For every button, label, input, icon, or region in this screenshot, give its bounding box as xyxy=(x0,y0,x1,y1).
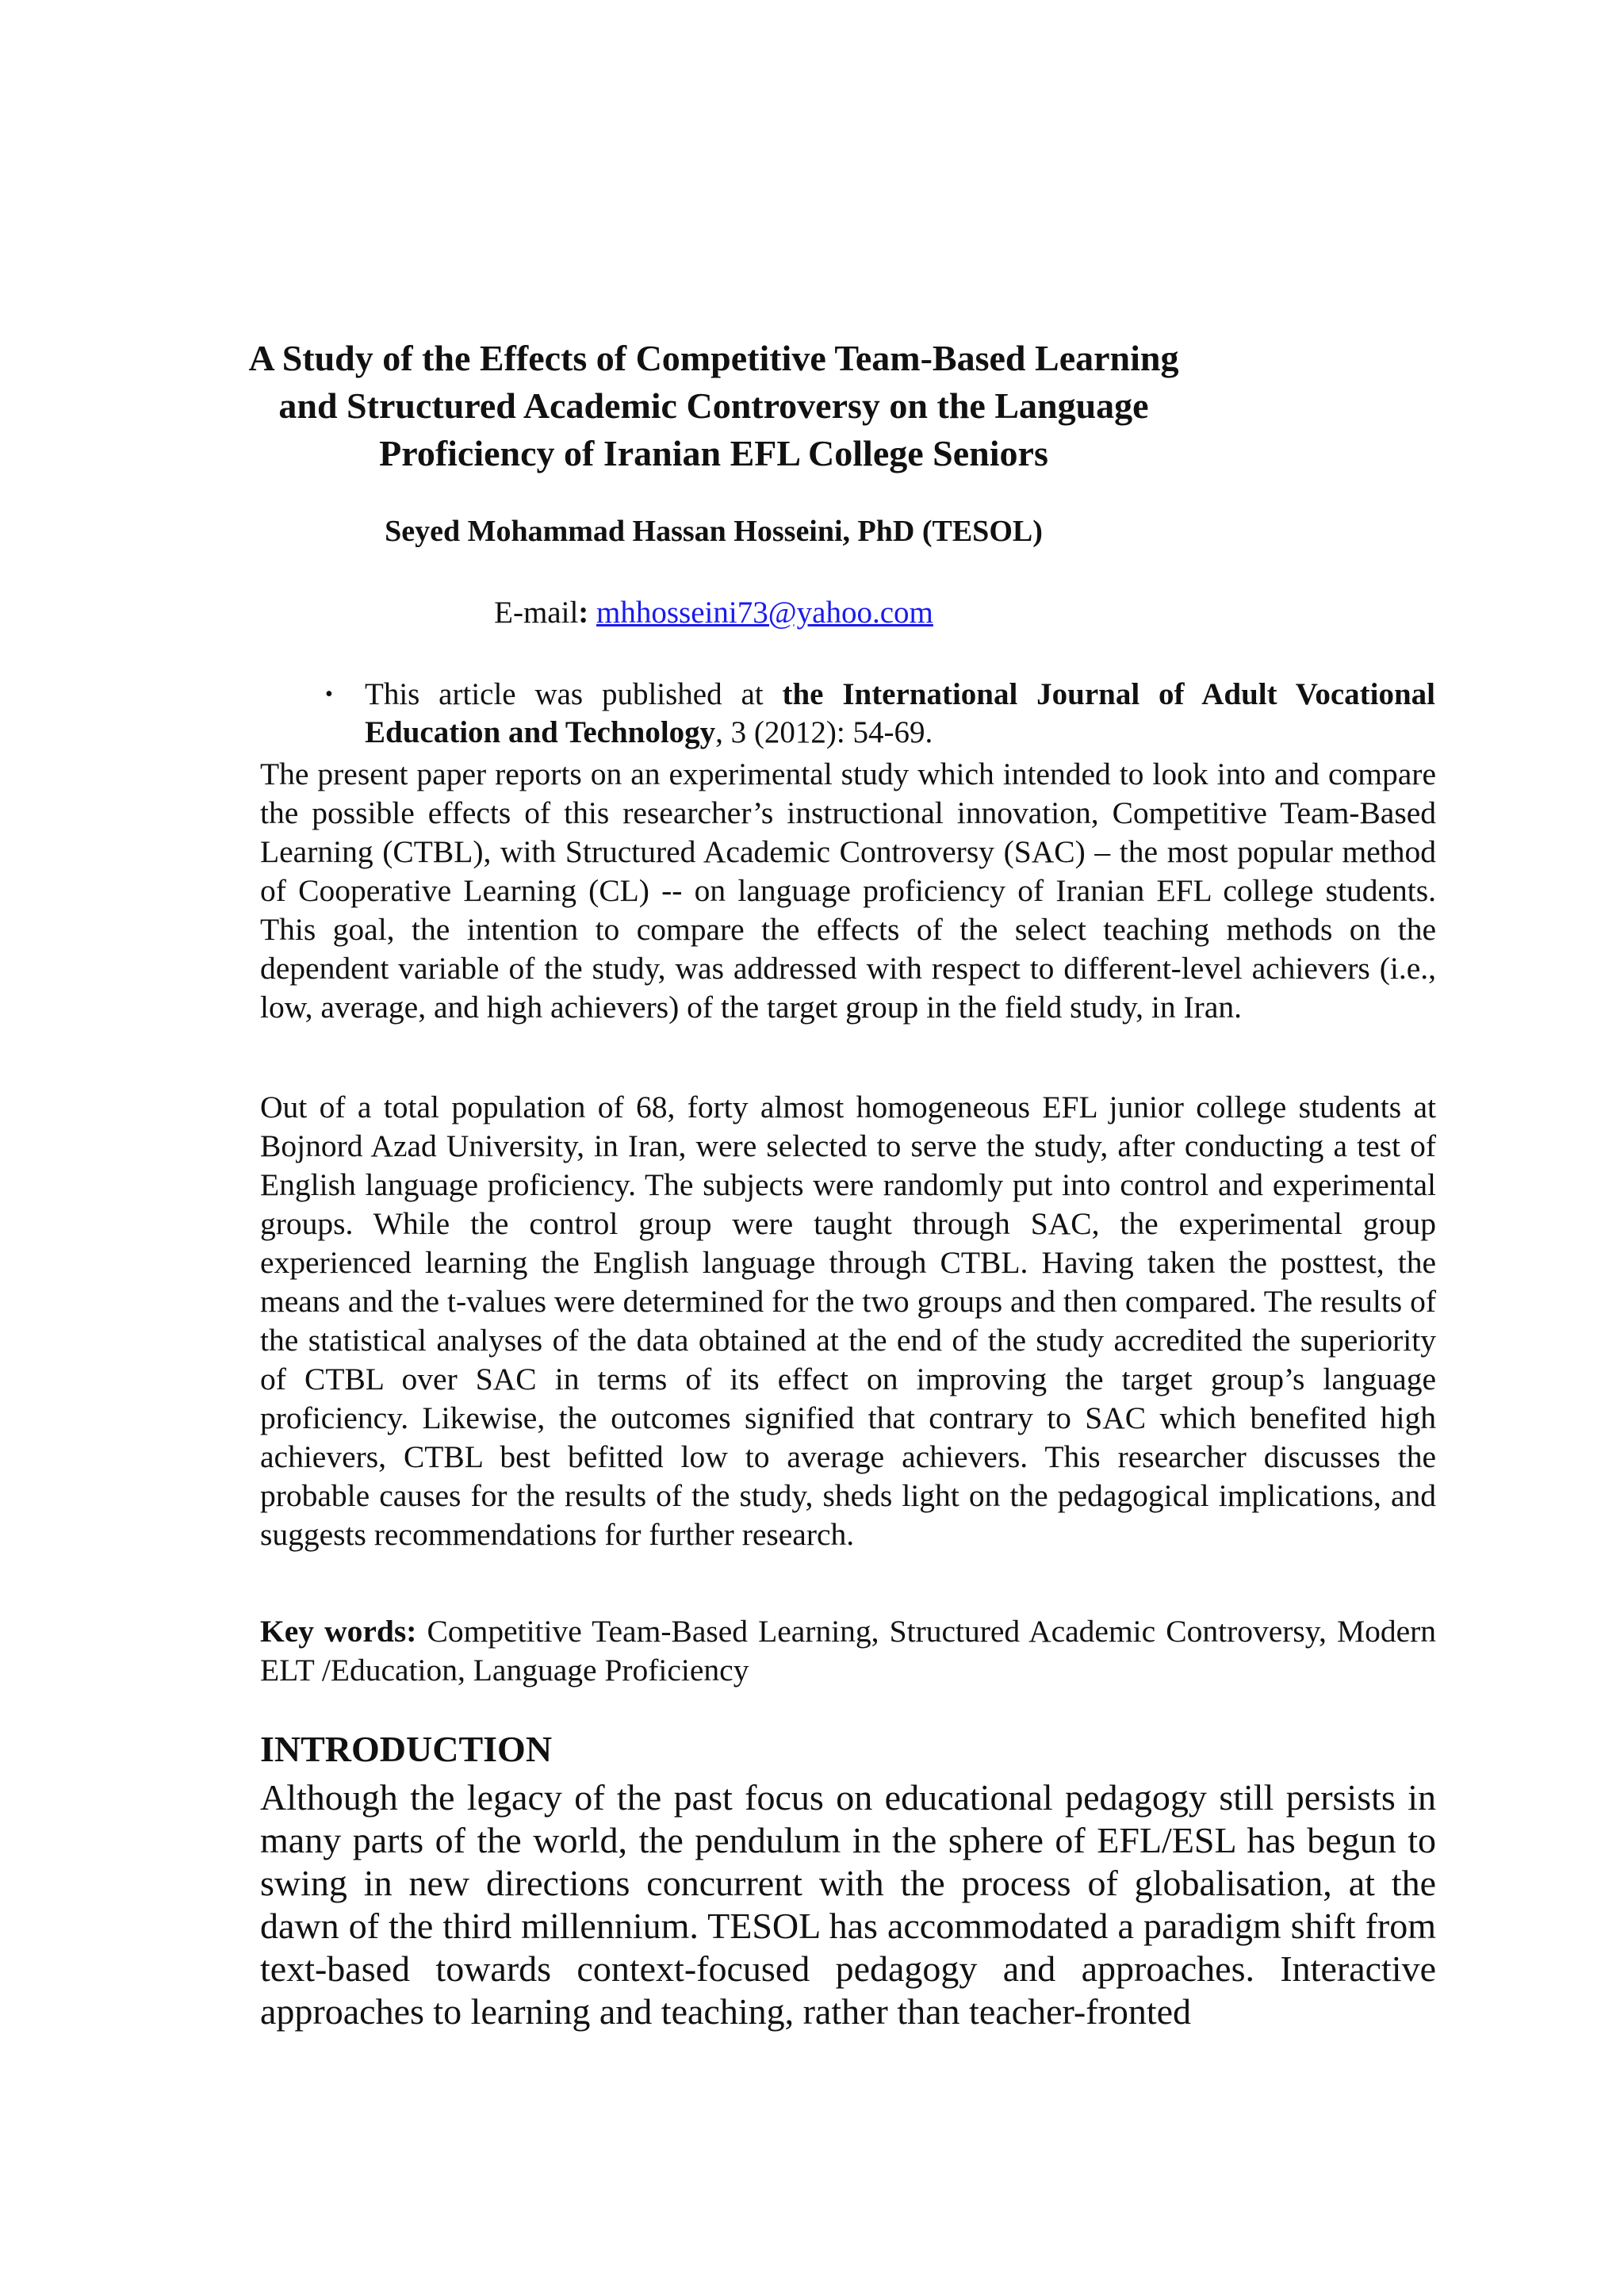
email-label: E-mail xyxy=(494,596,579,630)
publication-note xyxy=(325,676,1436,752)
publication-prefix: This article was published at xyxy=(365,677,764,711)
keywords xyxy=(260,1612,1436,1690)
email-line xyxy=(238,593,1189,633)
keywords-label: Key words: xyxy=(260,1614,417,1649)
abstract-paragraph-1: The present paper reports on an experimental study which intended to look into and compare the possible effects of this researcher’s instructional innovation, Competitive Team-Based Learning (CTBL), with Structured Academic Controversy (SAC) – the most popular method of Cooperative Learning (CL) -- on language proficiency of Iranian EFL college students. This goal, the intention to compare the effects of the select teaching methods on the dependent variable of the study, was addressed with respect to different-level achievers (i.e., low, average, and high achievers) of the target group in the field study, in Iran. xyxy=(260,757,1436,1025)
introduction-text: Although the legacy of the past focus on educational pedagogy still persists in many parts of the world, the pendulum in the sphere of EFL/ESL has begun to swing in new directions concurrent with the process of globalisation, at the dawn of the third millennium. TESOL has accommodated a paradigm shift from text-based towards context-focused pedagogy and approaches. Interactive approaches to learning and teaching, rather than teacher-fronted xyxy=(260,1777,1436,2032)
journal-name: the International Journal of Adult Vocational Education and Technology xyxy=(365,677,1436,749)
publication-details: , 3 (2012): 54-69. xyxy=(715,715,933,749)
introduction-heading: INTRODUCTION xyxy=(260,1729,553,1769)
bullet-icon: • xyxy=(325,682,333,707)
email-colon: : xyxy=(578,596,589,630)
author-name: Seyed Mohammad Hassan Hosseini, PhD (TESOL) xyxy=(385,515,1043,548)
keywords-text: Competitive Team-Based Learning, Structured Academic Controversy, Modern ELT /Education, Language Proficiency xyxy=(260,1614,1437,1688)
paper-title: A Study of the Effects of Competitive Team-Based Learning and Structured Academic Controversy on the Language Proficiency of Iranian EFL College Seniors xyxy=(248,338,1179,473)
abstract-paragraph-2: Out of a total population of 68, forty almost homogeneous EFL junior college students at Bojnord Azad University, in Iran, were selected to serve the study, after conducting a test of English language proficiency. The subjects were randomly put into control and experimental groups. While the control group were taught through SAC, the experimental group experienced learning the English language through CTBL. Having taken the posttest, the means and the t-values were determined for the two groups and then compared. The results of the statistical analyses of the data obtained at the end of the study accredited the superiority of CTBL over SAC in terms of its effect on improving the target group’s language proficiency. Likewise, the outcomes signified that contrary to SAC which benefited high achievers, CTBL best befitted low to average achievers. This researcher discusses the probable causes for the results of the study, sheds light on the pedagogical implications, and suggests recommendations for further research. xyxy=(260,1090,1436,1552)
email-link[interactable]: mhhosseini73@yahoo.com xyxy=(596,596,933,630)
